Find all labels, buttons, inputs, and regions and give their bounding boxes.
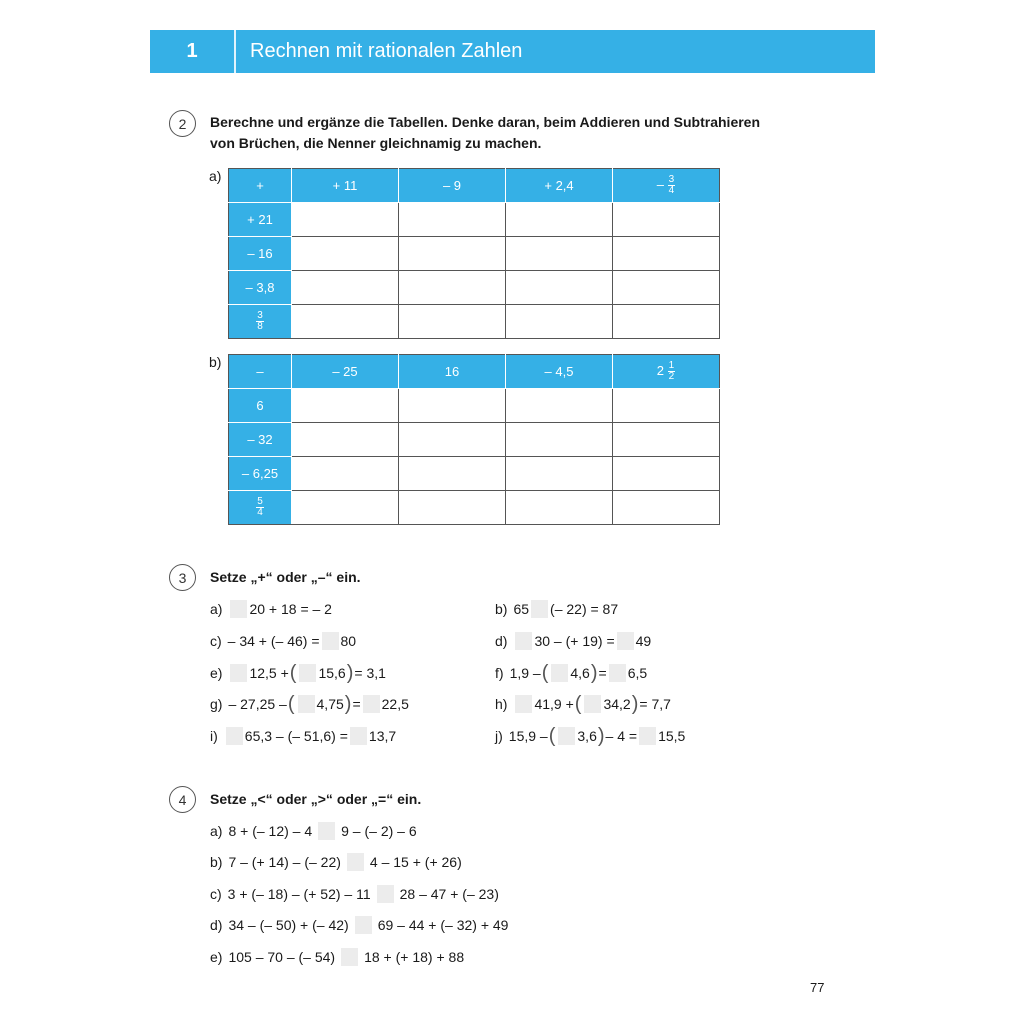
exercise-text: 65,3 – (– 51,6) =	[244, 728, 348, 744]
table-b-label: b)	[209, 354, 222, 370]
table-b-answer-cell[interactable]	[399, 457, 506, 491]
table-b-answer-cell[interactable]	[613, 389, 720, 423]
exercise-text: 30 – (+ 19) =	[534, 633, 615, 649]
table-a-operator: +	[229, 169, 292, 203]
table-b-row-header: 6	[229, 389, 292, 423]
fraction	[668, 361, 676, 382]
exercise-text: 15,6	[318, 665, 346, 681]
comparison-4b	[210, 852, 462, 872]
exercise-text: 15,9 –	[508, 728, 548, 744]
sign-input-box[interactable]	[322, 632, 339, 650]
table-b-answer-cell[interactable]	[506, 389, 613, 423]
open-parenthesis: (	[289, 662, 297, 684]
open-parenthesis: (	[574, 693, 582, 715]
exercise-3a	[210, 599, 332, 619]
task2-instruction	[210, 112, 760, 154]
relation-input-box[interactable]	[347, 853, 364, 871]
sign-input-box[interactable]	[299, 664, 316, 682]
table-b-row-header	[229, 491, 292, 525]
table-b-answer-cell[interactable]	[399, 389, 506, 423]
table-a-row-header	[229, 305, 292, 339]
sign-input-box[interactable]	[617, 632, 634, 650]
table-b-col-header: – 4,5	[506, 355, 613, 389]
exercise-text: 4,6	[570, 665, 590, 681]
comparison-right: 28 – 47 + (– 23)	[399, 886, 499, 902]
exercise-text: 15,5	[658, 728, 686, 744]
table-a-answer-cell[interactable]	[506, 271, 613, 305]
fraction	[256, 497, 264, 518]
relation-input-box[interactable]	[318, 822, 335, 840]
fraction-denominator: 2	[668, 371, 675, 382]
table-b-col-header: – 25	[292, 355, 399, 389]
exercise-label: f)	[495, 665, 504, 681]
exercise-3f	[495, 663, 647, 683]
table-a-answer-cell[interactable]	[399, 203, 506, 237]
table-a-answer-cell[interactable]	[613, 305, 720, 339]
exercise-text: 1,9 –	[509, 665, 541, 681]
table-b-answer-cell[interactable]	[613, 423, 720, 457]
comparison-left: 105 – 70 – (– 54)	[228, 949, 336, 965]
table-b-answer-cell[interactable]	[292, 457, 399, 491]
table-a-col-header: – 9	[399, 169, 506, 203]
fraction-denominator: 8	[257, 321, 263, 332]
table-b	[228, 354, 720, 525]
open-parenthesis: (	[287, 693, 295, 715]
sign-input-box[interactable]	[226, 727, 243, 745]
fraction-denominator: 4	[668, 185, 675, 196]
table-b-answer-cell[interactable]	[399, 423, 506, 457]
close-parenthesis: )	[344, 693, 352, 715]
exercise-label: e)	[210, 665, 223, 681]
relation-input-box[interactable]	[341, 948, 358, 966]
sign-input-box[interactable]	[515, 632, 532, 650]
open-parenthesis: (	[541, 662, 549, 684]
exercise-text: 80	[340, 633, 357, 649]
exercise-text: – 34 + (– 46) =	[227, 633, 320, 649]
exercise-text: 22,5	[381, 696, 409, 712]
task-number-4: 4	[169, 786, 196, 813]
fraction-denominator: 4	[257, 507, 263, 518]
table-a-row-header: – 16	[229, 237, 292, 271]
fraction	[668, 175, 676, 196]
exercise-text: 20 + 18 = – 2	[249, 601, 332, 617]
table-b-answer-cell[interactable]	[506, 457, 613, 491]
sign-input-box[interactable]	[230, 600, 247, 618]
close-parenthesis: )	[346, 662, 354, 684]
sign-input-box[interactable]	[515, 695, 532, 713]
exercise-label: d)	[495, 633, 508, 649]
fraction-numerator: 1	[668, 360, 675, 371]
task-number-3: 3	[169, 564, 196, 591]
sign-input-box[interactable]	[551, 664, 568, 682]
exercise-text: – 4 =	[605, 728, 638, 744]
exercise-3b	[495, 599, 618, 619]
exercise-text: 13,7	[368, 728, 397, 744]
sign-input-box[interactable]	[558, 727, 575, 745]
table-b-answer-cell[interactable]	[292, 491, 399, 525]
table-a-answer-cell[interactable]	[613, 237, 720, 271]
sign-input-box[interactable]	[609, 664, 626, 682]
table-a-row-header: + 21	[229, 203, 292, 237]
comparison-4d	[210, 915, 508, 935]
exercise-3g	[210, 694, 409, 714]
comparison-right: 18 + (+ 18) + 88	[364, 949, 465, 965]
exercise-text: (– 22) = 87	[550, 601, 619, 617]
exercise-label: d)	[210, 917, 223, 933]
sign: –	[656, 176, 665, 192]
exercise-label: b)	[210, 854, 223, 870]
table-a-answer-cell[interactable]	[292, 305, 399, 339]
table-a-col-header: + 2,4	[506, 169, 613, 203]
comparison-right: 69 – 44 + (– 32) + 49	[377, 917, 509, 933]
exercise-text: 3,6	[577, 728, 597, 744]
table-a-answer-cell[interactable]	[292, 237, 399, 271]
comparison-right: 9 – (– 2) – 6	[341, 823, 417, 839]
task2-instruction-line1: Berechne und ergänze die Tabellen. Denke daran, beim Addieren und Subtrahieren	[210, 114, 761, 130]
table-a-answer-cell[interactable]	[399, 237, 506, 271]
fraction	[256, 311, 264, 332]
exercise-label: c)	[210, 886, 222, 902]
comparison-left: 8 + (– 12) – 4	[228, 823, 313, 839]
exercise-text: = 3,1	[354, 665, 386, 681]
exercise-label: a)	[210, 601, 223, 617]
exercise-3i	[210, 726, 396, 746]
table-a-label: a)	[209, 168, 222, 184]
sign-input-box[interactable]	[350, 727, 367, 745]
fraction-numerator: 3	[668, 174, 675, 185]
sign-input-box[interactable]	[531, 600, 548, 618]
table-b-col-header	[613, 355, 720, 389]
table-a-row-header: – 3,8	[229, 271, 292, 305]
task-number-2: 2	[169, 110, 196, 137]
comparison-4c	[210, 884, 499, 904]
table-a	[228, 168, 720, 339]
whole-number: 2	[656, 362, 665, 378]
close-parenthesis: )	[597, 725, 605, 747]
table-b-operator: –	[229, 355, 292, 389]
table-a-answer-cell[interactable]	[506, 203, 613, 237]
table-a-answer-cell[interactable]	[613, 203, 720, 237]
exercise-label: g)	[210, 696, 223, 712]
table-b-answer-cell[interactable]	[292, 423, 399, 457]
table-b-answer-cell[interactable]	[506, 423, 613, 457]
header-divider	[234, 30, 236, 73]
exercise-3d	[495, 631, 651, 651]
table-a-answer-cell[interactable]	[292, 203, 399, 237]
comparison-left: 34 – (– 50) + (– 42)	[228, 917, 349, 933]
task4-instruction: Setze „<“ oder „>“ oder „=“ ein.	[210, 791, 422, 807]
table-a-answer-cell[interactable]	[399, 305, 506, 339]
table-a-col-header	[613, 169, 720, 203]
exercise-text: 41,9 +	[534, 696, 574, 712]
page-number: 77	[810, 980, 825, 995]
table-a-answer-cell[interactable]	[613, 271, 720, 305]
table-a-col-header: + 11	[292, 169, 399, 203]
table-a-answer-cell[interactable]	[399, 271, 506, 305]
exercise-3e	[210, 663, 386, 683]
task2-instruction-line2: von Brüchen, die Nenner gleichnamig zu machen.	[210, 135, 542, 151]
exercise-text: 34,2	[603, 696, 631, 712]
exercise-text: =	[352, 696, 361, 712]
sign-input-box[interactable]	[584, 695, 601, 713]
chapter-header	[150, 30, 875, 73]
exercise-text: =	[598, 665, 607, 681]
fraction-numerator: 3	[257, 310, 263, 321]
close-parenthesis: )	[590, 662, 598, 684]
comparison-4e	[210, 947, 464, 967]
table-b-answer-cell[interactable]	[399, 491, 506, 525]
sign-input-box[interactable]	[363, 695, 380, 713]
table-b-answer-cell[interactable]	[506, 491, 613, 525]
chapter-title: Rechnen mit rationalen Zahlen	[250, 40, 523, 62]
exercise-label: i)	[210, 728, 218, 744]
exercise-text: 6,5	[627, 665, 648, 681]
chapter-number: 1	[186, 40, 198, 62]
exercise-text: 65	[513, 601, 530, 617]
comparison-4a	[210, 821, 417, 841]
sign-input-box[interactable]	[298, 695, 315, 713]
comparison-right: 4 – 15 + (+ 26)	[369, 854, 462, 870]
exercise-3j	[495, 726, 685, 746]
exercise-text: = 7,7	[639, 696, 671, 712]
relation-input-box[interactable]	[355, 916, 372, 934]
table-b-row-header: – 6,25	[229, 457, 292, 491]
exercise-label: c)	[210, 633, 222, 649]
exercise-text: 49	[635, 633, 652, 649]
exercise-text: 12,5 +	[249, 665, 289, 681]
comparison-left: 7 – (+ 14) – (– 22)	[228, 854, 341, 870]
exercise-3c	[210, 631, 356, 651]
sign-input-box[interactable]	[230, 664, 247, 682]
fraction-numerator: 5	[257, 496, 263, 507]
table-b-answer-cell[interactable]	[292, 389, 399, 423]
close-parenthesis: )	[631, 693, 639, 715]
comparison-left: 3 + (– 18) – (+ 52) – 11	[227, 886, 371, 902]
table-b-col-header: 16	[399, 355, 506, 389]
exercise-label: h)	[495, 696, 508, 712]
open-parenthesis: (	[548, 725, 556, 747]
relation-input-box[interactable]	[377, 885, 394, 903]
sign-input-box[interactable]	[639, 727, 656, 745]
exercise-3h	[495, 694, 671, 714]
exercise-text: – 27,25 –	[228, 696, 287, 712]
table-a-answer-cell[interactable]	[506, 237, 613, 271]
exercise-label: b)	[495, 601, 508, 617]
exercise-label: j)	[495, 728, 503, 744]
table-b-answer-cell[interactable]	[613, 457, 720, 491]
exercise-label: a)	[210, 823, 223, 839]
task3-instruction: Setze „+“ oder „–“ ein.	[210, 569, 361, 585]
exercise-text: 4,75	[316, 696, 344, 712]
table-a-answer-cell[interactable]	[292, 271, 399, 305]
table-b-answer-cell[interactable]	[613, 491, 720, 525]
table-b-row-header: – 32	[229, 423, 292, 457]
exercise-label: e)	[210, 949, 223, 965]
table-a-answer-cell[interactable]	[506, 305, 613, 339]
